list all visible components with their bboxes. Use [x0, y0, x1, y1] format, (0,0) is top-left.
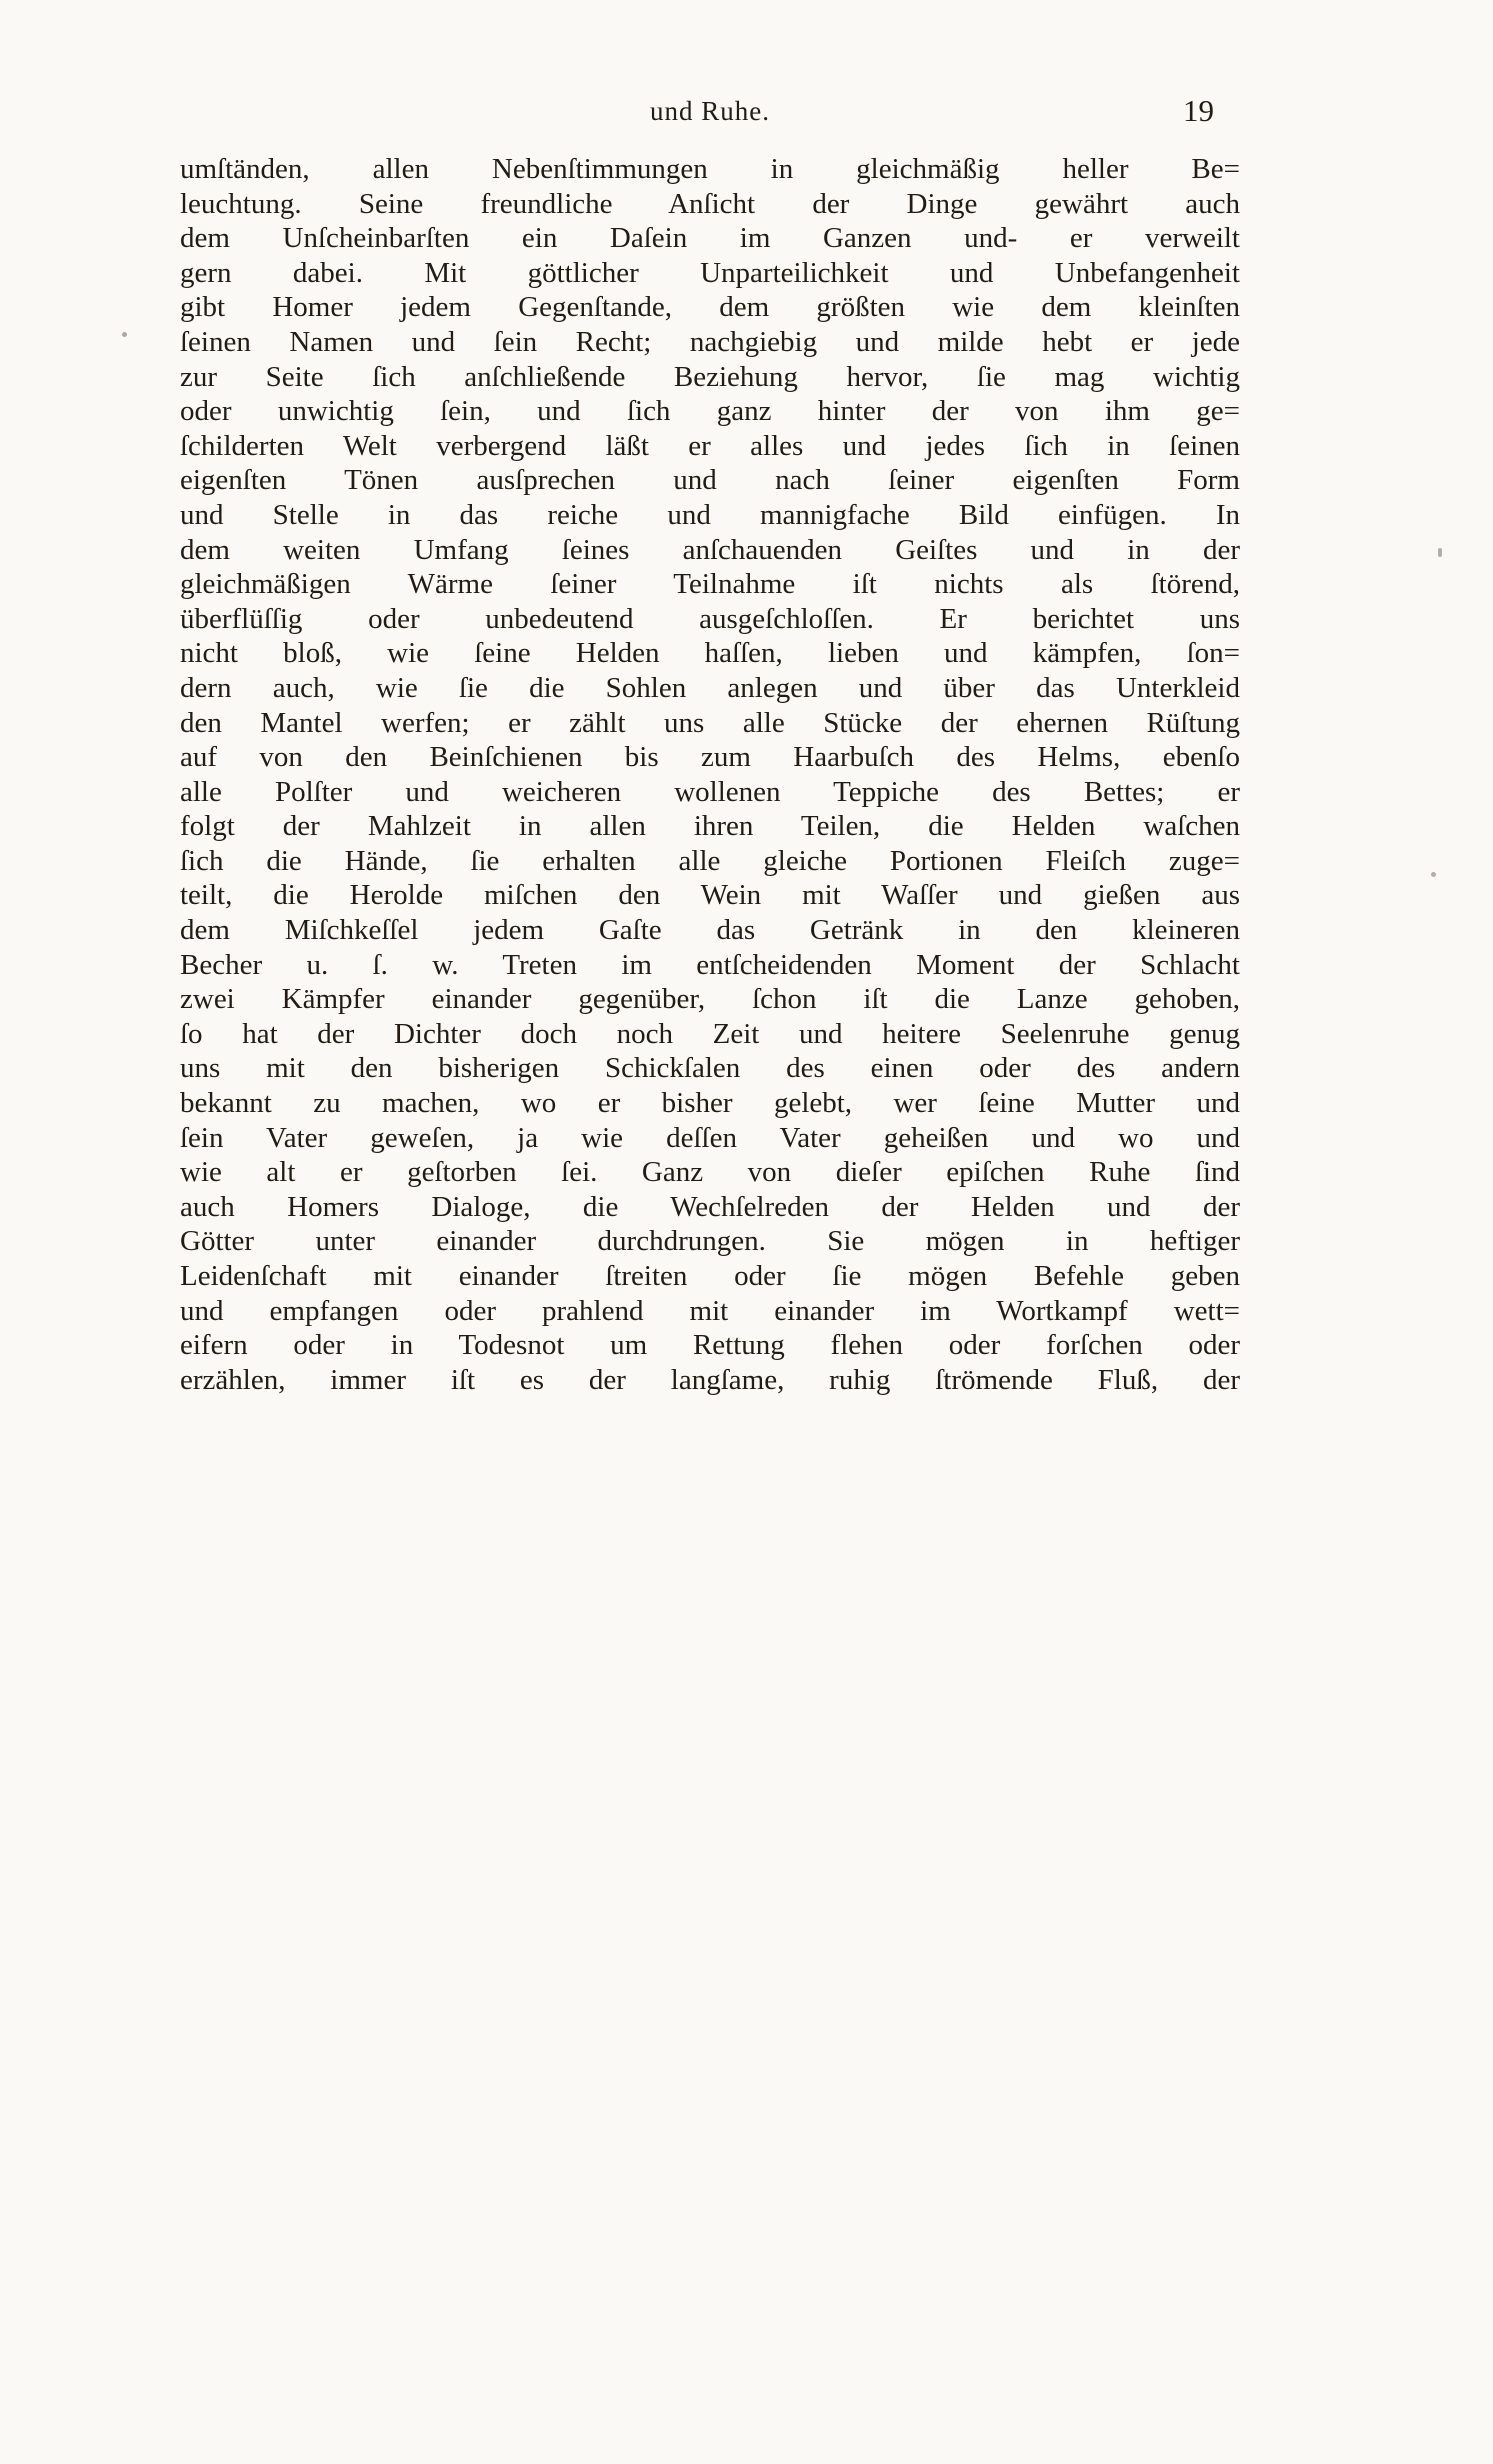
text-line: ſchilderten Welt verbergend läßt er alles und jedes ſich in ſeinen — [180, 429, 1240, 462]
page-number: 19 — [1183, 93, 1214, 128]
text-line: alle Polſter und weicheren wollenen Teppiche des Bettes; er — [180, 775, 1240, 808]
text-line: umſtänden, allen Nebenſtimmungen in gleichmäßig heller Be= — [180, 153, 1240, 185]
text-line: auch Homers Dialoge, die Wechſelreden der Helden und der — [180, 1190, 1240, 1223]
text-line: oder unwichtig ſein, und ſich ganz hinter der von ihm ge= — [180, 395, 1240, 428]
text-line: zur Seite ſich anſchließende Beziehung hervor, ſie mag wichtig — [180, 360, 1240, 393]
text-line: eigenſten Tönen ausſprechen und nach ſeiner eigenſten Form — [180, 464, 1240, 497]
page-header — [180, 93, 1240, 138]
text-line: ſeinen Namen und ſein Recht; nachgiebig und milde hebt er jede — [180, 325, 1240, 358]
text-line: gern dabei. Mit göttlicher Unparteilichkeit und Unbefangenheit — [180, 256, 1240, 289]
text-line: überflüſſig oder unbedeutend ausgeſchloſſen. Er berichtet uns — [180, 602, 1240, 635]
text-line: wie alt er geſtorben ſei. Ganz von dieſer epiſchen Ruhe ſind — [180, 1156, 1240, 1189]
text-line: den Mantel werfen; er zählt uns alle Stücke der ehernen Rüſtung — [180, 706, 1240, 739]
text-line: Becher u. ſ. w. Treten im entſcheidenden Moment der Schlacht — [180, 948, 1240, 981]
text-line: bekannt zu machen, wo er bisher gelebt, wer ſeine Mutter und — [180, 1087, 1240, 1120]
text-line: zwei Kämpfer einander gegenüber, ſchon iſt die Lanze gehoben, — [180, 983, 1240, 1016]
text-line: auf von den Beinſchienen bis zum Haarbuſch des Helms, ebenſo — [180, 741, 1240, 774]
scan-speck — [122, 332, 127, 337]
text-line: gibt Homer jedem Gegenſtande, dem größten wie dem kleinſten — [180, 291, 1240, 324]
text-line: ſo hat der Dichter doch noch Zeit und heitere Seelenruhe genug — [180, 1017, 1240, 1050]
text-line: ſein Vater geweſen, ja wie deſſen Vater geheißen und wo und — [180, 1121, 1240, 1154]
running-title: und Ruhe. — [650, 96, 770, 126]
text-line: Leidenſchaft mit einander ſtreiten oder ſie mögen Befehle geben — [180, 1260, 1240, 1292]
text-line: gleichmäßigen Wärme ſeiner Teilnahme iſt nichts als ſtörend, — [180, 568, 1240, 601]
text-line: teilt, die Herolde miſchen den Wein mit Waſſer und gießen aus — [180, 879, 1240, 912]
text-line: folgt der Mahlzeit in allen ihren Teilen, die Helden waſchen — [180, 810, 1240, 843]
text-line: leuchtung. Seine freundliche Anſicht der Dinge gewährt auch — [180, 187, 1240, 220]
scan-speck — [1438, 548, 1442, 557]
text-line: und empfangen oder prahlend mit einander im Wortkampf wett= — [180, 1294, 1240, 1327]
text-line: eifern oder in Todesnot um Rettung flehen oder forſchen oder — [180, 1329, 1240, 1362]
text-line: nicht bloß, wie ſeine Helden haſſen, lieben und kämpfen, ſon= — [180, 637, 1240, 670]
text-line: ſich die Hände, ſie erhalten alle gleiche Portionen Fleiſch zuge= — [180, 844, 1240, 877]
body-text — [180, 152, 1240, 1397]
scan-speck — [1431, 872, 1436, 877]
text-line: erzählen, immer iſt es der langſame, ruhig ſtrömende Fluß, der — [180, 1363, 1240, 1396]
text-line: dem Unſcheinbarſten ein Daſein im Ganzen und- er verweilt — [180, 222, 1240, 255]
text-line: und Stelle in das reiche und mannigfache Bild einfügen. In — [180, 498, 1240, 531]
text-line: uns mit den bisherigen Schickſalen des einen oder des andern — [180, 1052, 1240, 1085]
text-line: dem weiten Umfang ſeines anſchauenden Geiſtes und in der — [180, 533, 1240, 566]
text-line: dem Miſchkeſſel jedem Gaſte das Getränk in den kleineren — [180, 914, 1240, 947]
text-line: Götter unter einander durchdrungen. Sie mögen in heftiger — [180, 1225, 1240, 1258]
text-line: dern auch, wie ſie die Sohlen anlegen und über das Unterkleid — [180, 671, 1240, 704]
